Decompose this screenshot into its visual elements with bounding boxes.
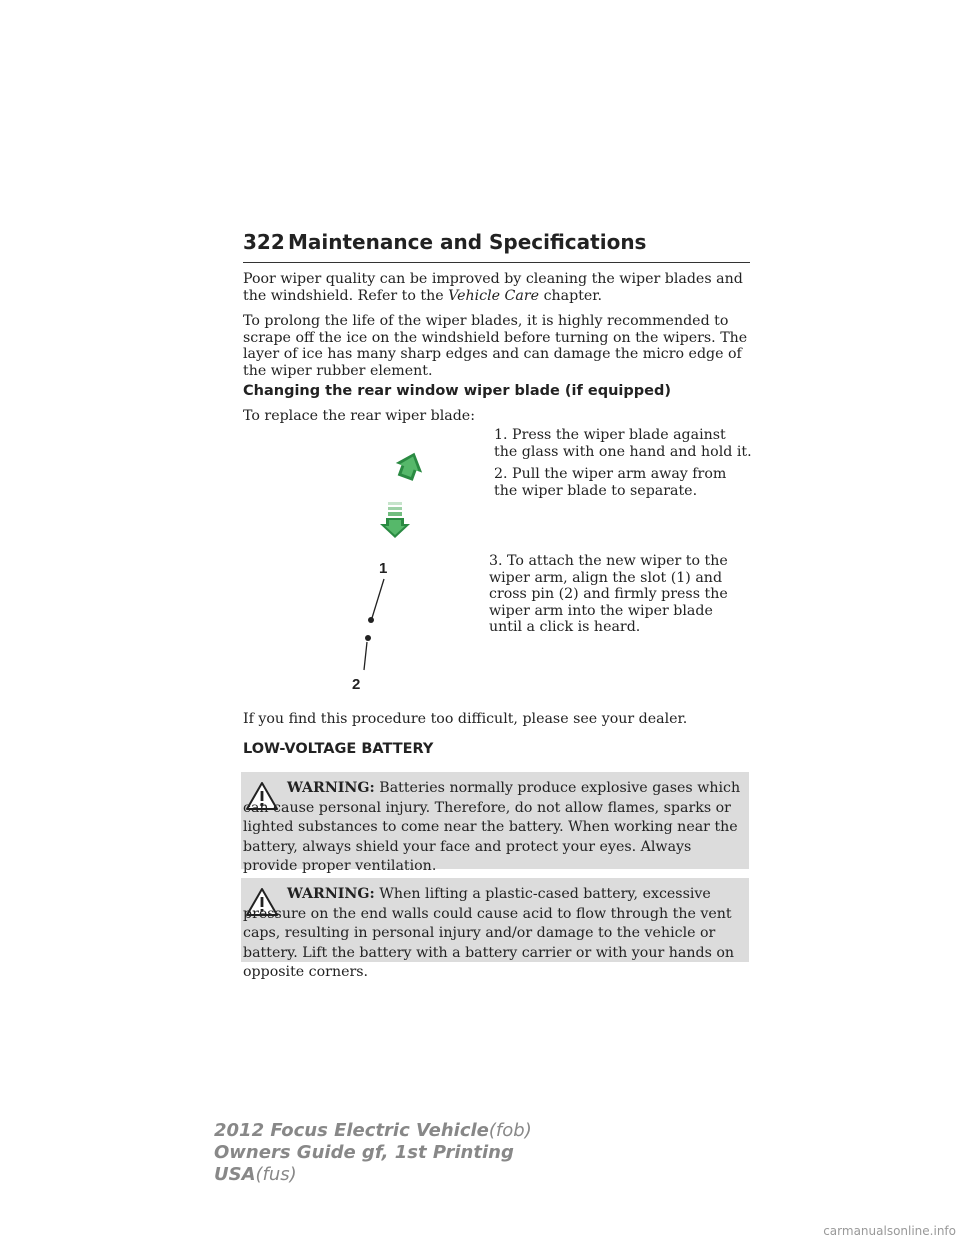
battery-heading: LOW-VOLTAGE BATTERY [243,741,434,757]
step-3: 3. To attach the new wiper to the wiper arm, align the slot (1) and cross pin (2) and firmly press the wiper arm into the wiper blade until a click is heard. [489,553,728,635]
warning-label: WARNING: [287,780,375,796]
vehicle-care-reference: Vehicle Care [448,287,540,304]
intro-paragraph-2: To prolong the life of the wiper blades, it is highly recommended to scrape off the ice on the windshield before turning on the wipers. The layer of ice has many sharp edges and can damage the micro edge of the wiper rubber element. [243,313,748,379]
footer-guide: Owners Guide gf, 1st Printing [214,1142,514,1163]
warning-label: WARNING: [287,886,375,902]
print-footer [214,1120,532,1186]
step-2: 2. Pull the wiper arm away from the wiper blade to separate. [494,466,727,499]
step-1: 1. Press the wiper blade against the glass with one hand and hold it. [494,427,752,460]
arrow-down-icon [380,502,410,538]
footer-model: 2012 Focus Electric Vehicle [214,1120,489,1141]
page-header [243,230,750,263]
footer-code-2: (fus) [255,1164,297,1185]
callout-2: 2 [352,676,361,693]
warning-text-2 [243,885,747,983]
warning-body-1: Batteries normally produce explosive gases which can cause personal injury. Therefore, do not allow flames, sparks or lighted substances to come near the battery. When working near the battery, always shield your face and protect your eyes. Always provide proper ventilation. [243,780,741,874]
rear-wiper-heading: Changing the rear window wiper blade (if equipped) [243,383,671,399]
intro-text-end: chapter. [539,287,603,304]
warning-box-2 [241,878,749,980]
rear-wiper-lead: To replace the rear wiper blade: [243,408,475,424]
chapter-title: Maintenance and Specifications [288,230,647,254]
watermark: carmanualsonline.info [823,1224,956,1238]
arrow-up-icon [392,448,428,483]
footer-region: USA [214,1164,256,1185]
callout-1: 1 [379,560,388,577]
warning-box-1 [241,772,749,874]
page-number: 322 [243,230,285,254]
dealer-note: If you find this procedure too difficult, please see your dealer. [243,711,688,727]
intro-paragraph-1 [243,271,753,304]
footer-code-1: (fob) [488,1120,532,1141]
warning-text-1 [243,779,747,877]
warning-body-2: When lifting a plastic-cased battery, excessive pressure on the end walls could cause acid to flow through the vent caps, resulting in personal injury and/or damage to the vehicle or battery. Lift the battery with a battery carrier or with your hands on opposite corners. [243,886,735,980]
intro-text: Poor wiper quality can be improved by cleaning the wiper blades and the windshield. Refer to the [243,271,743,304]
wiper-illustration [330,440,460,700]
